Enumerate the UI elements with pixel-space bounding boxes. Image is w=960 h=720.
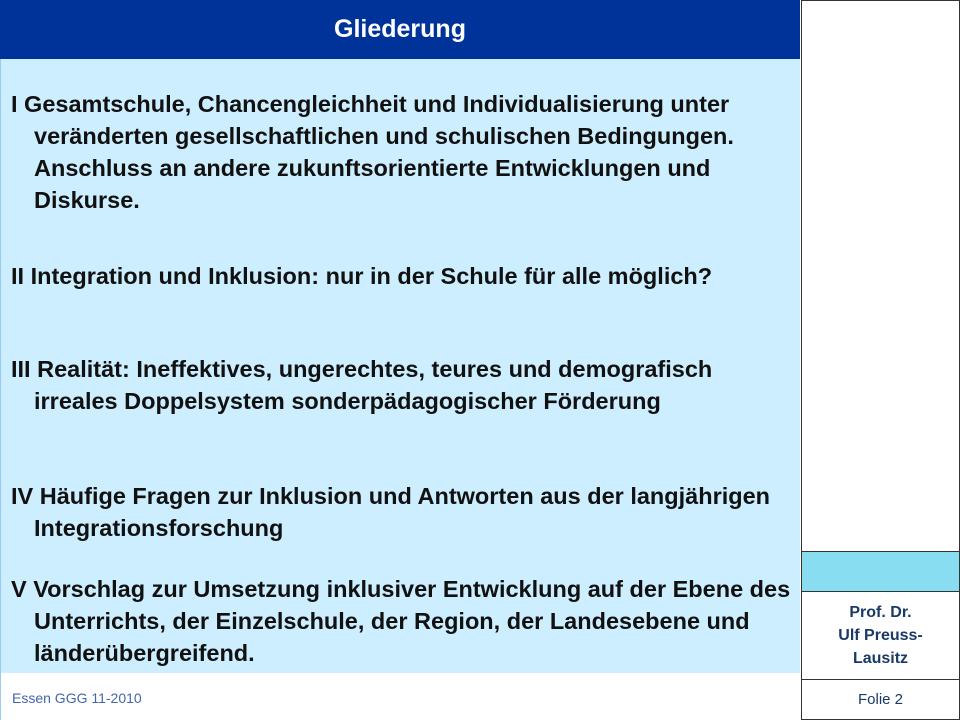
sidebar-accent-band xyxy=(802,552,959,592)
sidebar-panel xyxy=(801,0,960,720)
author-title: Prof. Dr. xyxy=(849,604,912,621)
outline-item-4: IV Häufige Fragen zur Inklusion und Antworten aus der langjährigen Integrationsforschung xyxy=(11,483,771,541)
outline-item-3: III Realität: Ineffektives, ungerechtes, teures und demografisch irreales Doppelsystem sonderpädagogischer Förderung xyxy=(11,356,713,414)
author-surname: Lausitz xyxy=(852,650,909,667)
sidebar-blank-area xyxy=(802,0,959,552)
outline-content xyxy=(0,59,800,673)
slide-title: Gliederung xyxy=(0,0,800,59)
outline-item-2: II Integration und Inklusion: nur in der Schule für alle möglich? xyxy=(11,263,713,289)
slide-number: Folie 2 xyxy=(802,680,959,720)
author-name: Ulf Preuss- xyxy=(838,627,923,644)
author-block xyxy=(802,592,959,680)
outline-item-1: I Gesamtschule, Chancengleichheit und Individualisierung unter veränderten gesellschaftlichen und schulischen Bedingungen. Anschluss an andere zukunftsorientierte Entwicklungen und Diskurse. xyxy=(11,91,734,213)
footer xyxy=(0,673,800,720)
footer-event-label: Essen GGG 11-2010 xyxy=(12,690,142,706)
outline-item-5: V Vorschlag zur Umsetzung inklusiver Entwicklung auf der Ebene des Unterrichts, der Einzelschule, der Region, der Landesebene und länderübergreifend. xyxy=(11,576,791,666)
